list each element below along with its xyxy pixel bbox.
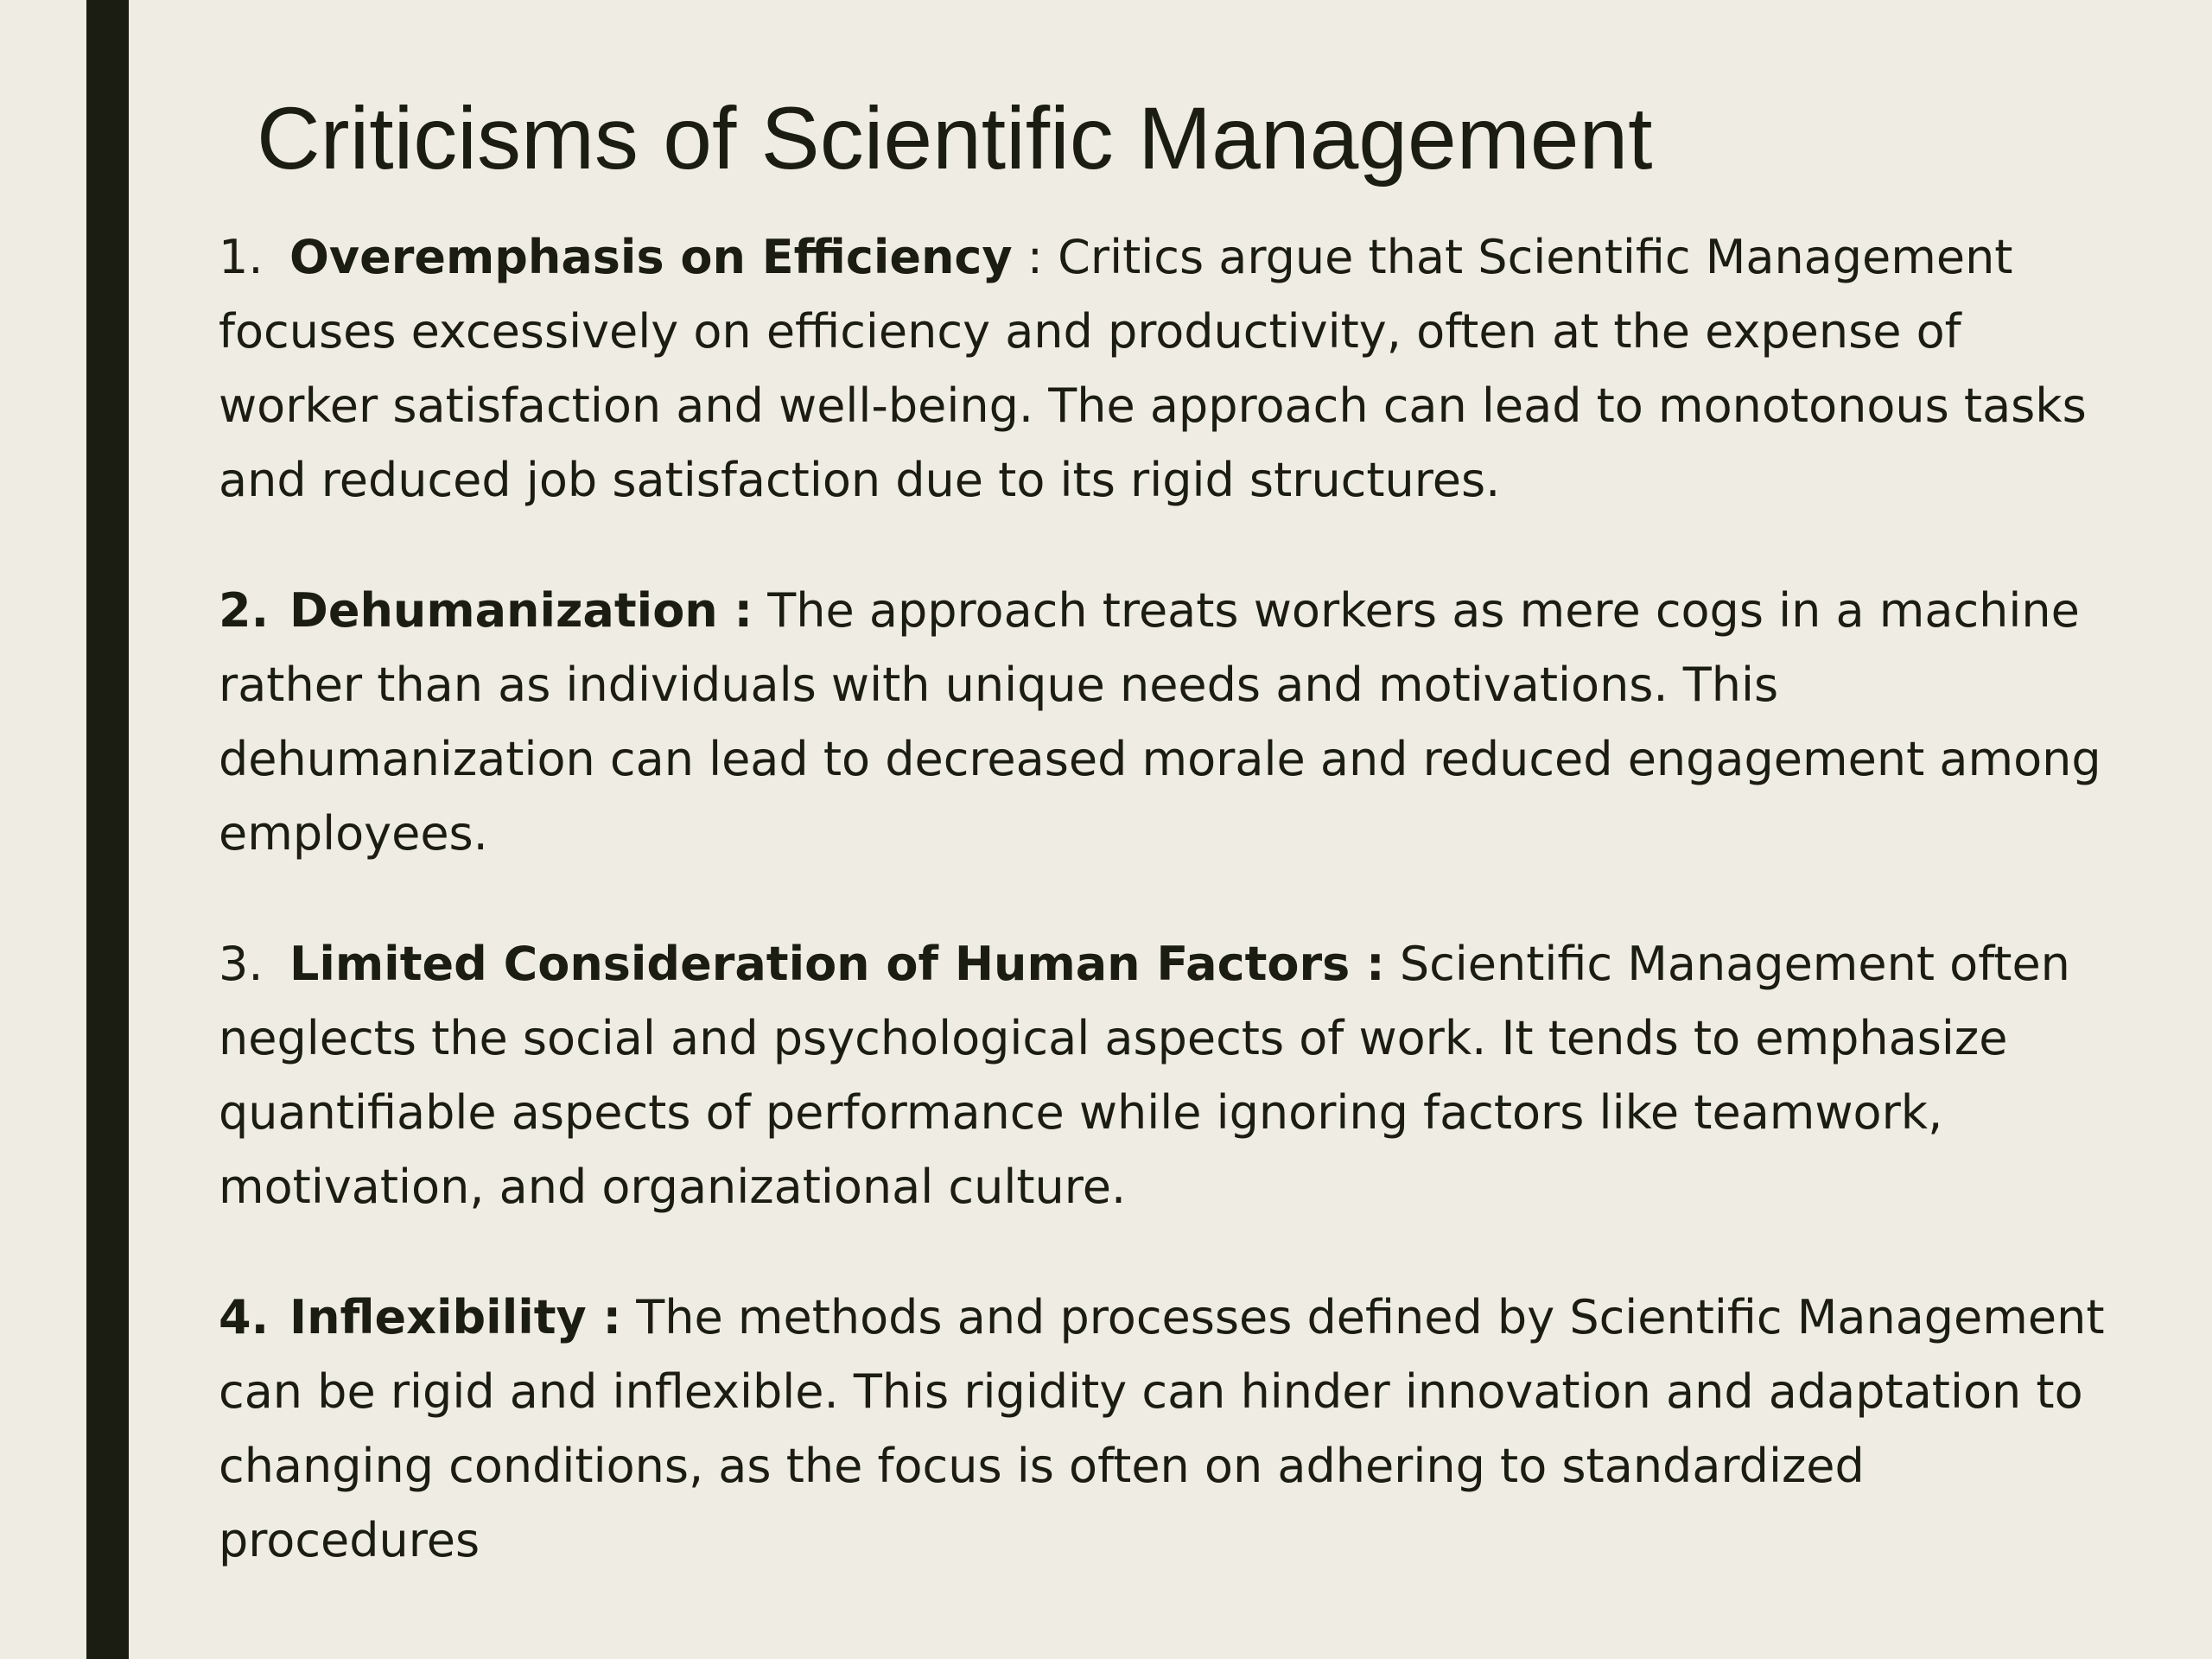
item-text: Critics argue that Scientific Management focuses excessively on efficiency and productivity, often at the expense of worker satisfaction and well-being. The approach can lead to monotonous tasks and reduced job satisfaction due to its rigid structures. xyxy=(219,230,2087,507)
item-number: 4. xyxy=(219,1290,270,1344)
item-term: Limited Consideration of Human Factors : xyxy=(289,937,1385,991)
item-text: The methods and processes defined by Scientific Management can be rigid and inflexible. This rigidity can hinder innovation and adaptation to changing conditions, as the focus is often on adhering to standardized procedures xyxy=(219,1290,2105,1567)
item-term: Dehumanization : xyxy=(289,583,753,638)
item-number: 2. xyxy=(219,583,270,638)
item-term: Inflexibility : xyxy=(289,1290,622,1344)
criticism-item-4 xyxy=(219,1281,2120,1578)
item-text: The approach treats workers as mere cogs in a machine rather than as individuals with unique needs and motivations. This dehumanization can lead to decreased morale and reduced engagement among employees. xyxy=(219,583,2101,861)
slide-title: Criticisms of Scientific Management xyxy=(257,89,1653,188)
item-separator xyxy=(1385,937,1400,991)
criticism-list xyxy=(219,220,2120,1634)
criticism-item-3 xyxy=(219,927,2120,1224)
item-text: Scientific Management often neglects the social and psychological aspects of work. It tends to emphasize quantifiable aspects of performance while ignoring factors like teamwork, motivation, and organizational culture. xyxy=(219,937,2070,1214)
accent-bar xyxy=(86,0,129,1659)
item-number: 3. xyxy=(219,937,264,991)
criticism-item-1 xyxy=(219,220,2120,518)
item-term: Overemphasis on Efficiency xyxy=(289,230,1013,284)
item-separator xyxy=(621,1290,636,1344)
item-number: 1. xyxy=(219,230,264,284)
item-separator: : xyxy=(1012,230,1058,284)
item-separator xyxy=(753,583,767,638)
criticism-item-2 xyxy=(219,574,2120,871)
